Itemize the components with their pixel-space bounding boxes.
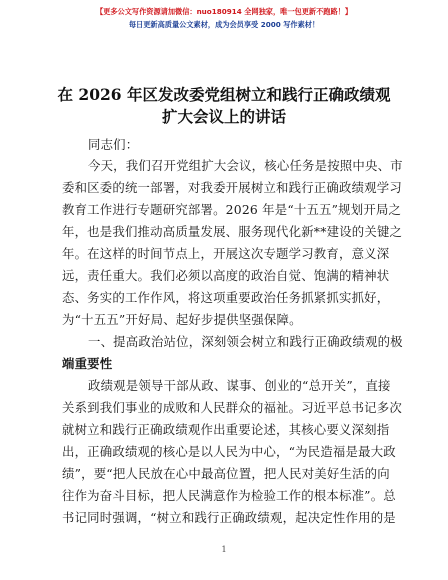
body-line: 出，正确政绩观的核心是以人民为中心，“为民造福是最大政 (62, 444, 396, 459)
body-line: 远，责任重大。我们必须以高度的政治自觉、饱满的精神状 (62, 268, 390, 283)
page-number: 1 (221, 545, 227, 554)
document-title-line2: 扩大会议上的讲话 (161, 107, 286, 126)
promo-banner-line2: 每日更新高质量公文素材，成为会员享受 2000 写作素材！ (128, 20, 320, 29)
body-line: 年，也是我们推动高质量发展、服务现代化新**建设的关键之 (62, 224, 403, 239)
body-line: 教育工作进行专题研究部署。2026 年是“十五五”规划开局之 (62, 202, 402, 217)
section-heading-line2: 端重要性 (62, 356, 113, 371)
body-line: 绩”，要“把人民放在心中最高位置，把人民对美好生活的向 (62, 466, 390, 481)
body-line: 年。在这样的时间节点上，开展这次专题学习教育，意义深 (62, 246, 390, 261)
body-line: 委和区委的统一部署，对我委开展树立和践行正确政绩观学习 (62, 180, 402, 195)
body-line: 往作为奋斗目标，把人民满意作为检验工作的根本标准”。总 (62, 488, 396, 503)
body-line: 为“十五五”开好局、起好步提供坚强保障。 (62, 312, 302, 327)
body-line: 态、务实的工作作风，将这项重要政治任务抓紧抓实抓好， (62, 290, 390, 305)
body-line: 今天，我们召开党组扩大会议，核心任务是按照中央、市 (88, 158, 403, 173)
salutation: 同志们： (88, 137, 139, 152)
body-line: 政绩观是领导干部从政、谋事、创业的“总开关”，直接 (88, 378, 391, 393)
promo-banner-line1: 【更多公文写作资源请加微信：nuo180914 全网独家，唯一包更新不跑路！】 (95, 7, 353, 16)
body-line: 关系到我们事业的成败和人民群众的福祉。习近平总书记多次 (62, 400, 402, 415)
body-line: 就树立和践行正确政绩观作出重要论述，其核心要义深刻指 (62, 422, 390, 437)
document-title-line1: 在 2026 年区发改委党组树立和践行正确政绩观 (57, 85, 391, 104)
section-heading-line1: 一、提高政治站位，深刻领会树立和践行正确政绩观的极 (88, 334, 403, 349)
body-line: 书记同时强调，“树立和践行正确政绩观，起决定性作用的是 (62, 510, 396, 525)
